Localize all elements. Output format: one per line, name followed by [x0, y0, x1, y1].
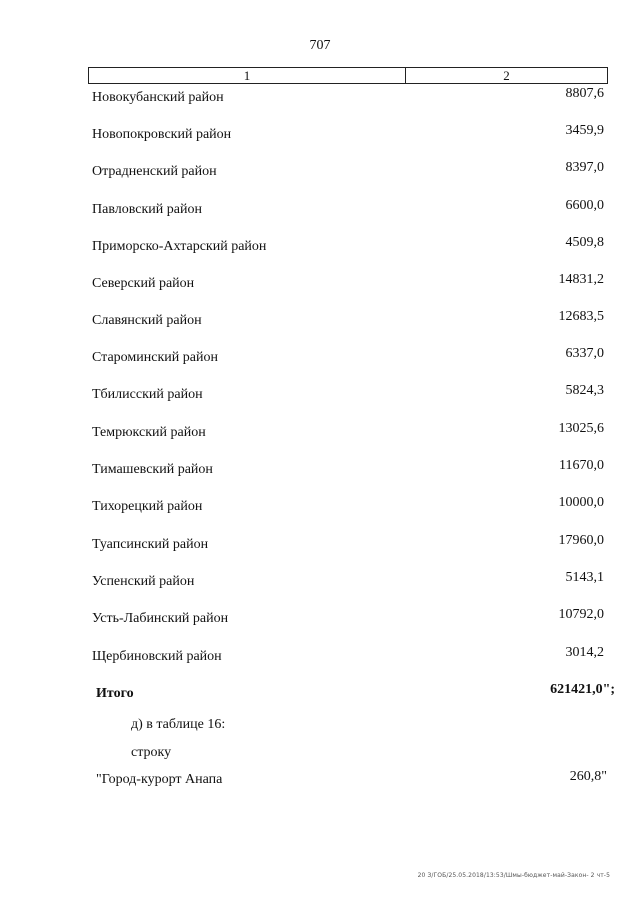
row-label: Новокубанский район	[92, 90, 224, 105]
footer-stamp: 20 З/ГОБ/25.05.2018/13:53/Шмы-бюджет-май-Закон- 2 чт-5	[417, 872, 610, 879]
row-label: Новопокровский район	[92, 127, 232, 142]
table-row	[92, 123, 604, 145]
row-value: 12683,5	[558, 309, 604, 324]
row-value: 3459,9	[565, 123, 604, 138]
row-label: Щербиновский район	[92, 649, 222, 664]
row-label: Усть-Лабинский район	[92, 611, 229, 626]
row-value: 8397,0	[565, 160, 604, 175]
row-value: 5824,3	[565, 383, 604, 398]
row-label: Славянский район	[92, 313, 202, 328]
row-value: 10792,0	[558, 607, 604, 622]
total-value: 621421,0";	[550, 682, 615, 697]
table16-amendment-line: д) в таблице 16:	[131, 717, 226, 732]
row-label: Темрюкский район	[92, 425, 206, 440]
row-value: 8807,6	[565, 86, 604, 101]
anapa-label: "Город-курорт Анапа	[96, 772, 223, 787]
table-row	[92, 533, 604, 555]
row-value: 17960,0	[558, 533, 604, 548]
row-label: Павловский район	[92, 202, 202, 217]
row-label: Приморско-Ахтарский район	[92, 239, 267, 254]
row-value: 6337,0	[565, 346, 604, 361]
table-row	[92, 495, 604, 517]
table-row	[92, 645, 604, 667]
table-row	[92, 458, 604, 480]
row-label: Отрадненский район	[92, 164, 217, 179]
table-row	[92, 235, 604, 257]
total-label: Итого	[96, 686, 134, 701]
table-row	[92, 272, 604, 294]
table-row	[92, 86, 604, 108]
row-label: Северский район	[92, 276, 195, 291]
table-header-col-2: 2	[503, 68, 510, 83]
row-label: Тимашевский район	[92, 462, 213, 477]
row-value: 3014,2	[565, 645, 604, 660]
table-row	[92, 570, 604, 592]
row-value: 5143,1	[565, 570, 604, 585]
table-row	[92, 309, 604, 331]
row-value: 10000,0	[558, 495, 604, 510]
row-value: 6600,0	[565, 198, 604, 213]
row-value: 14831,2	[558, 272, 604, 287]
row-label: Староминский район	[92, 350, 218, 365]
table-header-row	[88, 67, 608, 84]
row-label: Тихорецкий район	[92, 499, 203, 514]
row-value: 4509,8	[565, 235, 604, 250]
row-label: Успенский район	[92, 574, 195, 589]
total-row	[92, 682, 615, 704]
table-row	[92, 383, 604, 405]
table-row	[92, 421, 604, 443]
table-header-col-1: 1	[89, 68, 406, 83]
row-word-line: строку	[131, 745, 172, 760]
table-row	[92, 346, 604, 368]
page-number: 707	[309, 38, 331, 53]
row-label: Тбилисский район	[92, 387, 203, 402]
table-row	[92, 198, 604, 220]
anapa-value: 260,8"	[569, 769, 607, 784]
table-row	[92, 160, 604, 182]
row-value: 11670,0	[559, 458, 604, 473]
row-label: Туапсинский район	[92, 537, 209, 552]
table-row	[92, 607, 604, 629]
row-value: 13025,6	[558, 421, 604, 436]
